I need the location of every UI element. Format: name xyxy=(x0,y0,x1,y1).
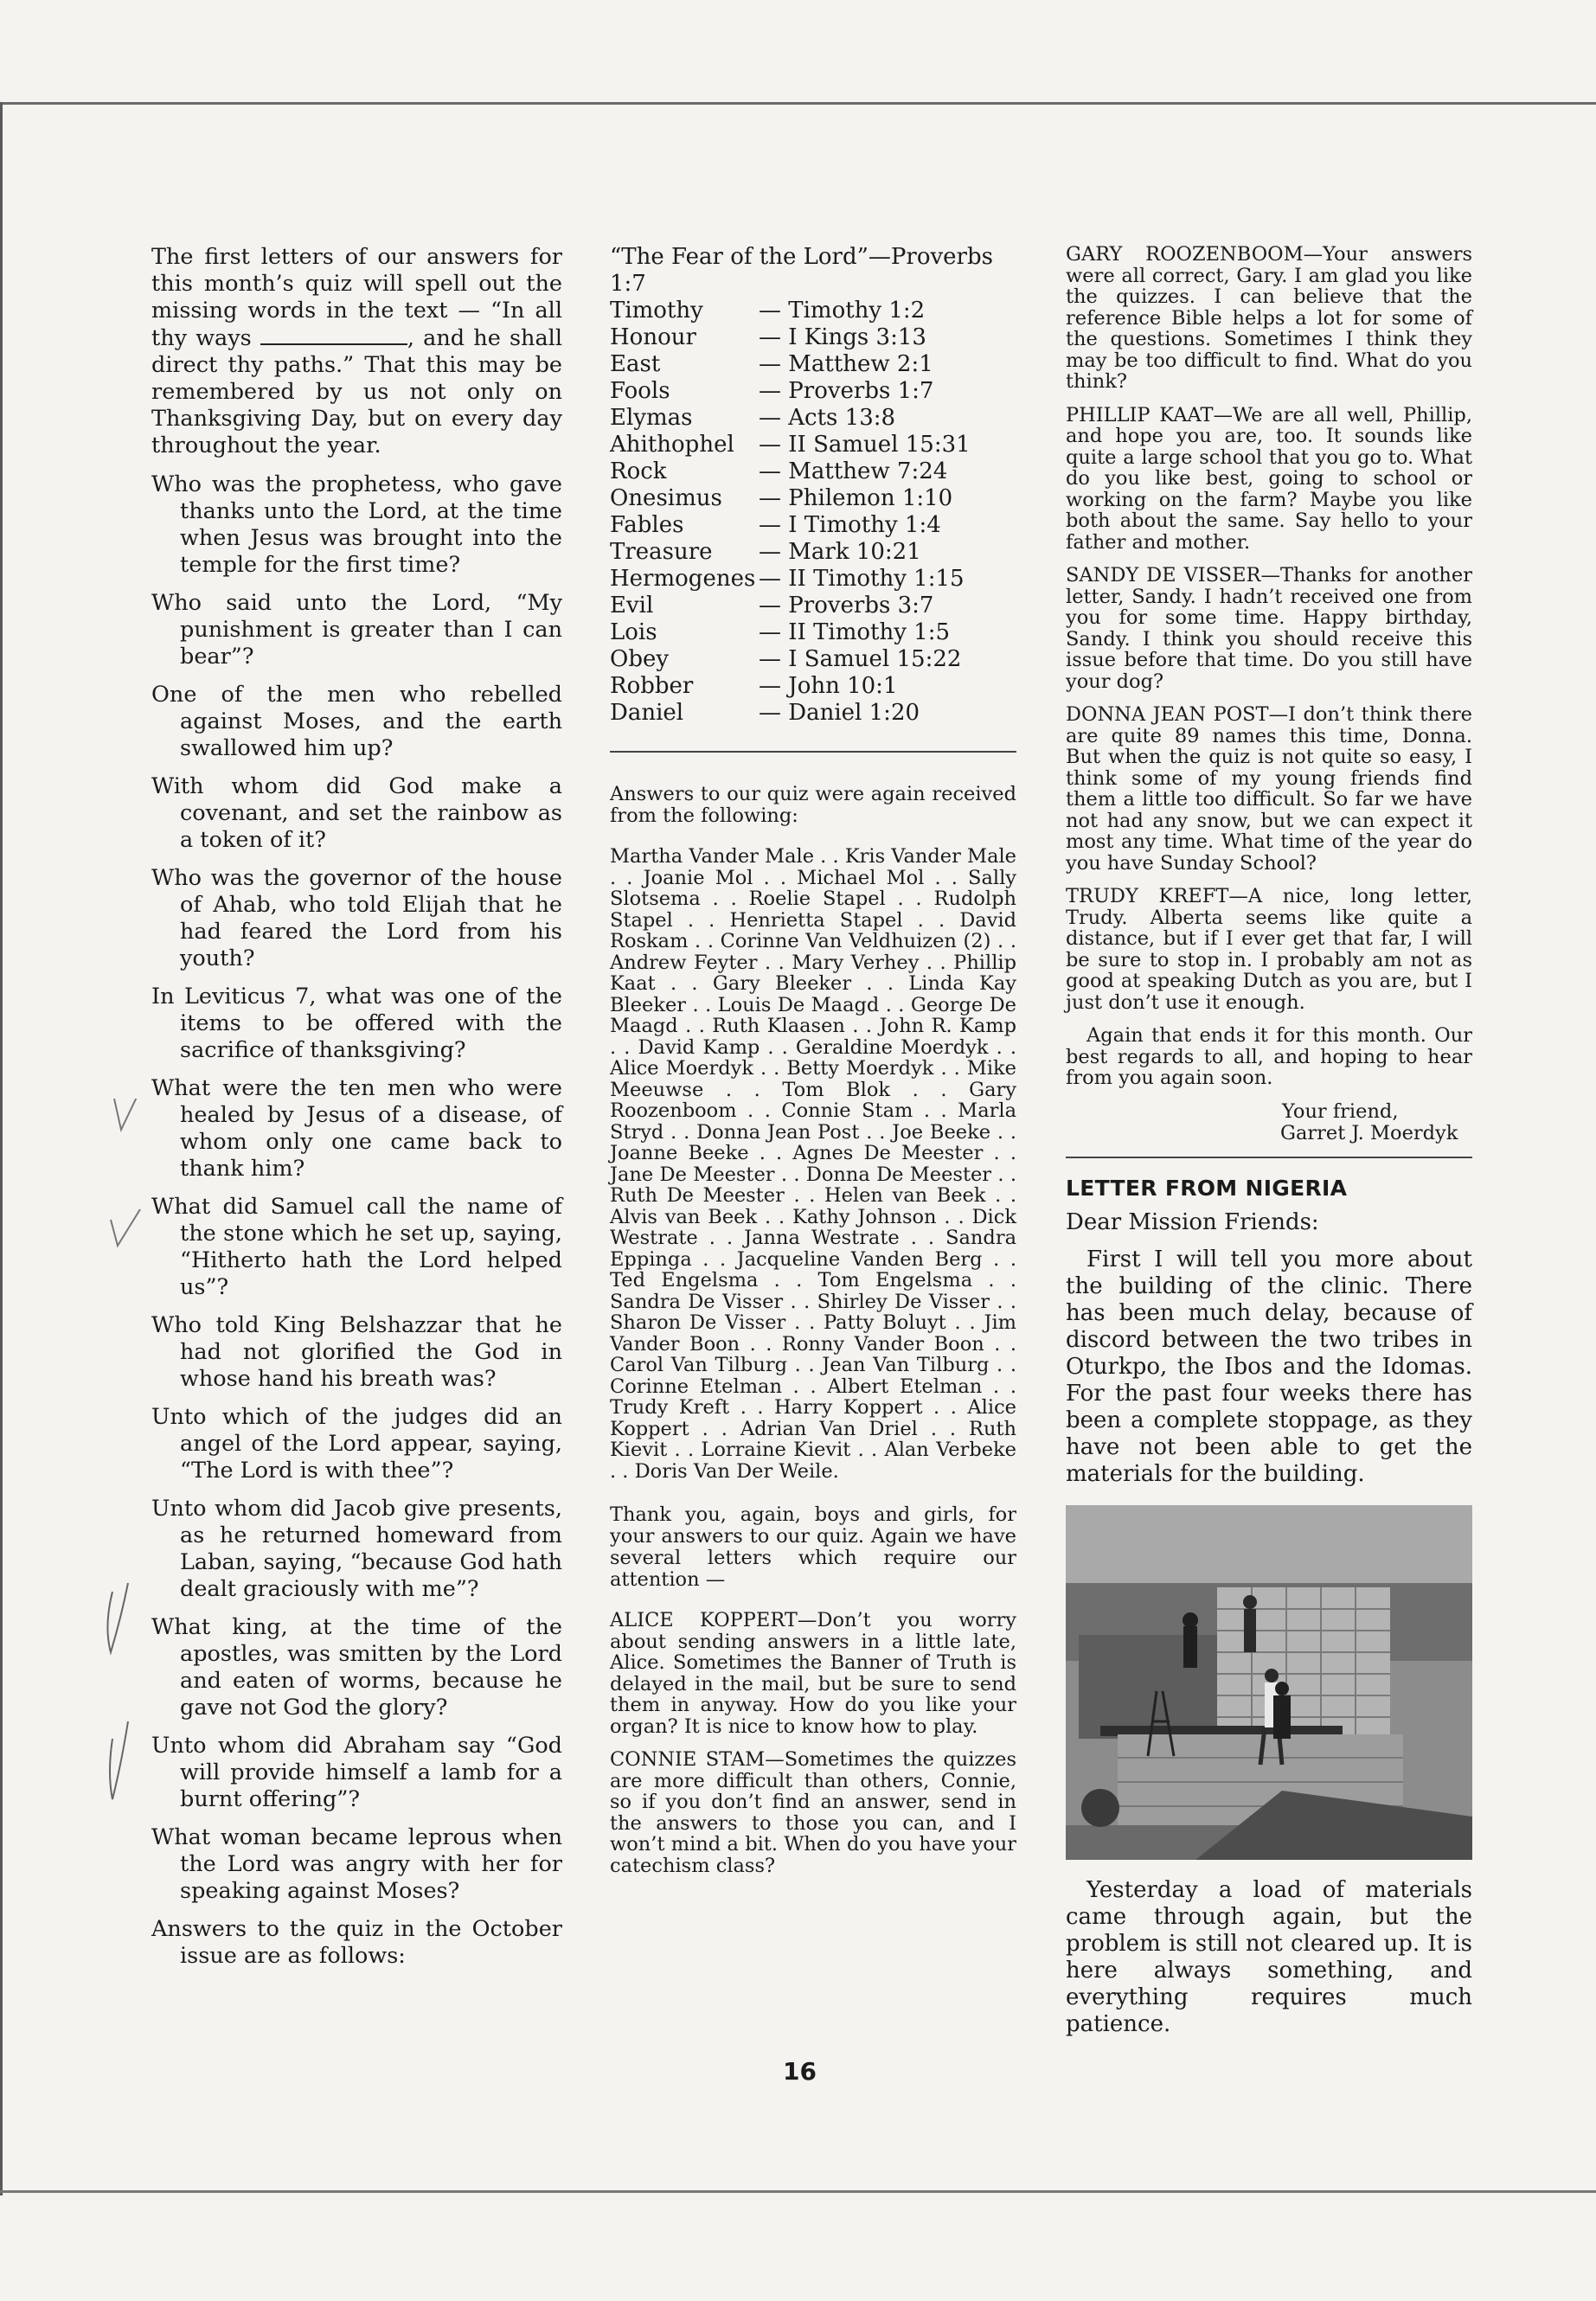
closing-salutation: Your friend, xyxy=(1282,1099,1399,1123)
answer-reference: — II Samuel 15:31 xyxy=(759,432,971,458)
answer-reference: — I Kings 3:13 xyxy=(759,324,926,350)
letter-reply xyxy=(1066,405,1472,554)
letters-column xyxy=(1066,244,1472,2048)
answer-word: East xyxy=(610,351,661,377)
answer-reference: — John 10:1 xyxy=(759,673,898,699)
answer-word: Ahithophel xyxy=(610,432,734,458)
answer-word: Rock xyxy=(610,458,667,484)
october-answers-table xyxy=(610,298,971,727)
answer-row xyxy=(610,539,971,566)
scan-edge-top xyxy=(0,102,1596,105)
letter-recipient: SANDY DE VISSER xyxy=(1066,564,1261,586)
section-divider xyxy=(610,751,1016,753)
letter-reply xyxy=(610,1749,1016,1876)
october-answers-title: “The Fear of the Lord”—Proverbs 1:7 xyxy=(610,244,993,297)
letter-text: —A nice, long letter, Trudy. Alberta seems like quite a distance, but if I ever get that far, I will be sure to stop in. I probably am not as good at speaking Dutch as you are, but I just don’t use it enough. xyxy=(1066,885,1472,1014)
section-divider xyxy=(1066,1157,1472,1158)
quiz-question: One of the men who rebelled against Moses, and the earth swallowed him up? xyxy=(151,682,562,761)
answer-reference: — Acts 13:8 xyxy=(759,405,896,431)
answer-row xyxy=(610,646,971,673)
answer-row xyxy=(610,351,971,378)
quiz-question: What king, at the time of the apostles, was smitten by the Lord and eaten of worms, because he gave not God the glory? xyxy=(151,1614,562,1721)
letter-recipient: ALICE KOPPERT xyxy=(610,1609,798,1631)
answer-row xyxy=(610,700,971,727)
quiz-intro-text-after: , and he shall direct thy paths.” That this may be remembered by us not only on Thanksgiving Day, but on every day throughout the year. xyxy=(151,325,562,458)
answer-row xyxy=(610,673,971,700)
answer-word: Hermogenes xyxy=(610,566,756,592)
letter-reply xyxy=(1066,886,1472,1013)
answer-reference: — Philemon 1:10 xyxy=(759,485,953,511)
pencil-check-marks xyxy=(87,1099,147,1860)
quiz-question: What woman became leprous when the Lord was angry with her for speaking against Moses? xyxy=(151,1824,562,1904)
answer-row xyxy=(610,566,971,593)
letter-reply xyxy=(610,1610,1016,1737)
answer-word: Fools xyxy=(610,378,670,404)
quiz-question: Who was the prophetess, who gave thanks unto the Lord, at the time when Jesus was brought into the temple for the first time? xyxy=(151,471,562,578)
quiz-question: Who was the governor of the house of Ahab, who told Elijah that he had feared the Lord from his youth? xyxy=(151,865,562,971)
letter-recipient: PHILLIP KAAT xyxy=(1066,403,1214,426)
scan-edge-bottom xyxy=(0,2190,1596,2193)
letter-recipient: TRUDY KREFT xyxy=(1066,885,1229,907)
answer-row xyxy=(610,432,971,458)
answer-row xyxy=(610,485,971,512)
answer-row xyxy=(610,593,971,619)
answer-reference: — Proverbs 3:7 xyxy=(759,593,934,619)
quiz-question: Unto which of the judges did an angel of the Lord appear, saying, “The Lord is with thee”? xyxy=(151,1404,562,1484)
answer-word: Robber xyxy=(610,673,694,699)
clinic-construction-photo xyxy=(1066,1505,1472,1860)
nigeria-paragraph: First I will tell you more about the building of the clinic. There has been much delay, because of discord between the two tribes in Oturkpo, the Ibos and the Idomas. For the past four weeks there has been a complete stoppage, as they have not been able to get the materials for the building. xyxy=(1066,1246,1472,1487)
letter-recipient: CONNIE STAM xyxy=(610,1748,766,1771)
answers-received-names: Martha Vander Male . . Kris Vander Male . . Joanie Mol . . Michael Mol . . Sally Slotsema . . Roelie Stapel . . Rudolph Stapel . . Henrietta Stapel . . David Roskam . . Corinne Van Veldhuizen (2) . . Andrew Feyter . . Mary Verhey . . Phillip Kaat . . Gary Bleeker . . Linda Kay Bleeker . . Louis De Maagd . . George De Maagd . . Ruth Klaasen . . John R. Kamp . . David Kamp . . Geraldine Moerdyk . . Alice Moerdyk . . Betty Moerdyk . . Mike Meeuwse . . Tom Blok . . Gary Roozenboom . . Connie Stam . . Marla Stryd . . Donna Jean Post . . Joe Beeke . . Joanne Beeke . . Agnes De Meester . . Jane De Meester . . Donna De Meester . . Ruth De Meester . . Helen van Beek . . Alvis van Beek . . Kathy Johnson . . Dick Westrate . . Janna Westrate . . Sandra Eppinga . . Jacqueline Vanden Berg . . Ted Engelsma . . Tom Engelsma . . Sandra De Visser . . Shirley De Visser . . Sharon De Visser . . Patty Boluyt . . Jim Vander Boon . . Ronny Vander Boon . . Carol Van Tilburg . . Jean Van Tilburg . . Corinne Etelman . . Albert Etelman . . Trudy Kreft . . Harry Koppert . . Alice Koppert . . Adrian Van Driel . . Ruth Kievit . . Lorraine Kievit . . Alan Verbeke . . Doris Van Der Weile. xyxy=(610,845,1016,1483)
answer-reference: — Timothy 1:2 xyxy=(759,298,926,324)
answer-reference: — Proverbs 1:7 xyxy=(759,378,934,404)
letter-text: —Sometimes the quizzes are more difficult than others, Connie, so if you don’t find an answer, send in the answers to those you can, and I won’t mind a bit. When do you have your catechism class? xyxy=(610,1748,1016,1877)
quiz-question: Unto whom did Abraham say “God will provide himself a lamb for a burnt offering”? xyxy=(151,1733,562,1812)
answer-word: Honour xyxy=(610,324,696,350)
nigeria-greeting: Dear Mission Friends: xyxy=(1066,1208,1319,1235)
letter-text: —We are all well, Phillip, and hope you are, too. It sounds like quite a large school that you go to. What do you like best, going to school or working on the farm? Maybe you like both about the same. Say hello to your father and mother. xyxy=(1066,403,1472,554)
answer-word: Lois xyxy=(610,619,657,645)
answer-word: Elymas xyxy=(610,405,693,431)
answer-word: Obey xyxy=(610,646,670,672)
answers-column xyxy=(610,244,1016,1888)
quiz-intro xyxy=(151,244,562,459)
answer-word: Evil xyxy=(610,593,654,619)
answer-row xyxy=(610,298,971,324)
quiz-question: In Leviticus 7, what was one of the items to be offered with the sacrifice of thanksgiving? xyxy=(151,984,562,1063)
quiz-question: With whom did God make a covenant, and set the rainbow as a token of it? xyxy=(151,773,562,853)
photo-drawing xyxy=(1066,1505,1472,1860)
letter-text: —Don’t you worry about sending answers in a little late, Alice. Sometimes the Banner of Truth is delayed in the mail, but be sure to send them in anyway. How do you like your organ? It is nice to know how to play. xyxy=(610,1609,1016,1738)
letter-reply xyxy=(1066,704,1472,874)
answer-reference: — I Timothy 1:4 xyxy=(759,512,941,538)
letter-text: —Your answers were all correct, Gary. I am glad you like the quizzes. I can believe that the reference Bible helps a lot for some of the questions. Sometimes I think they may be too difficult to find. What do you think? xyxy=(1066,243,1472,393)
answers-received-intro: Answers to our quiz were again received from the following: xyxy=(610,783,1016,827)
answer-reference: — Mark 10:21 xyxy=(759,539,921,565)
thanks-paragraph: Thank you, again, boys and girls, for your answers to our quiz. Again we have several letters which require our attention — xyxy=(610,1503,1016,1591)
letter-text: —Thanks for another letter, Sandy. I hadn’t received one from you for some time. Happy birthday, Sandy. I think you should receive this issue before that time. Do you still have your dog? xyxy=(1066,564,1472,693)
answer-row xyxy=(610,458,971,485)
answer-word: Daniel xyxy=(610,700,684,726)
missing-words-blank xyxy=(260,324,407,345)
october-answers-intro: Answers to the quiz in the October issue are as follows: xyxy=(151,1916,562,1969)
letter-recipient: DONNA JEAN POST xyxy=(1066,703,1269,726)
quiz-column xyxy=(151,244,562,1981)
answer-reference: — II Timothy 1:5 xyxy=(759,619,951,645)
answer-row xyxy=(610,619,971,646)
letter-recipient: GARY ROOZENBOOM xyxy=(1066,243,1304,266)
scan-edge-left xyxy=(0,102,3,2195)
nigeria-paragraph: Yesterday a load of materials came through again, but the problem is still not cleared up. It is here always something, and everything requires much patience. xyxy=(1066,1876,1472,2037)
answer-row xyxy=(610,405,971,432)
quiz-intro-text: The first letters of our answers for this month’s quiz will spell out the missing words in the text — “In all thy ways xyxy=(151,244,562,351)
quiz-question: Who said unto the Lord, “My punishment is greater than I can bear”? xyxy=(151,590,562,670)
letter-reply xyxy=(1066,565,1472,692)
answer-reference: — Daniel 1:20 xyxy=(759,700,920,726)
answer-reference: — I Samuel 15:22 xyxy=(759,646,962,672)
answer-word: Onesimus xyxy=(610,485,722,511)
answer-row xyxy=(610,378,971,405)
closing-signature: Garret J. Moerdyk xyxy=(1280,1121,1458,1144)
answer-word: Treasure xyxy=(610,539,713,565)
answer-word: Fables xyxy=(610,512,684,538)
nigeria-heading: LETTER FROM NIGERIA xyxy=(1066,1175,1348,1201)
quiz-question: Unto whom did Jacob give presents, as he returned homeward from Laban, saying, “because God hath dealt graciously with me”? xyxy=(151,1496,562,1602)
answer-row xyxy=(610,512,971,539)
page-number: 16 xyxy=(783,2057,817,2086)
letter-text: —I don’t think there are quite 89 names this time, Donna. But when the quiz is not quite so easy, I think some of my young friends find them a little too difficult. So far we have not had any snow, but we can expect it most any time. What time of the year do you have Sunday School? xyxy=(1066,703,1472,875)
answer-reference: — Matthew 2:1 xyxy=(759,351,933,377)
quiz-question: What were the ten men who were healed by Jesus of a disease, of whom only one came back to thank him? xyxy=(151,1075,562,1182)
quiz-question: What did Samuel call the name of the stone which he set up, saying, “Hitherto hath the Lord helped us”? xyxy=(151,1194,562,1300)
closing-paragraph: Again that ends it for this month. Our best regards to all, and hoping to hear from you again soon. xyxy=(1066,1024,1472,1089)
answer-word: Timothy xyxy=(610,298,703,324)
answer-reference: — II Timothy 1:15 xyxy=(759,566,965,592)
answer-row xyxy=(610,324,971,351)
answer-reference: — Matthew 7:24 xyxy=(759,458,948,484)
letter-reply xyxy=(1066,244,1472,393)
quiz-question: Who told King Belshazzar that he had not glorified the God in whose hand his breath was? xyxy=(151,1312,562,1392)
